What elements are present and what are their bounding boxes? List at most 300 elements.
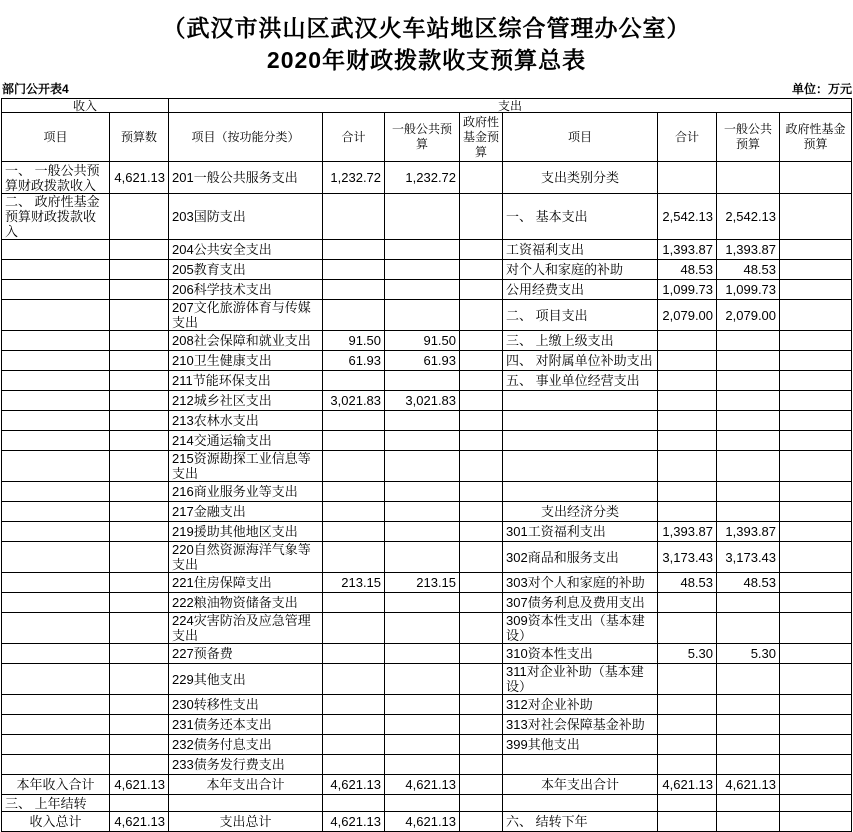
econ-general-budget-cell: 2,079.00 xyxy=(717,300,780,331)
econ-total-cell xyxy=(658,613,717,644)
income-budget-cell xyxy=(110,280,169,300)
func-govfund-cell xyxy=(460,812,503,832)
page-title xyxy=(0,0,853,76)
econ-item-cell xyxy=(503,755,658,775)
econ-general-budget-cell xyxy=(717,593,780,613)
econ-total-cell: 1,393.87 xyxy=(658,522,717,542)
income-budget-cell xyxy=(110,451,169,482)
econ-general-budget-cell xyxy=(717,411,780,431)
func-total-cell xyxy=(323,502,385,522)
func-total-cell xyxy=(323,280,385,300)
func-govfund-cell xyxy=(460,451,503,482)
func-govfund-cell xyxy=(460,391,503,411)
func-total-cell xyxy=(323,482,385,502)
table-row xyxy=(2,194,852,240)
func-total-cell xyxy=(323,755,385,775)
func-govfund-cell xyxy=(460,715,503,735)
func-general-budget-cell: 91.50 xyxy=(385,331,460,351)
econ-item-cell: 四、 对附属单位补助支出 xyxy=(503,351,658,371)
econ-item-cell: 303对个人和家庭的补助 xyxy=(503,573,658,593)
income-budget-cell xyxy=(110,371,169,391)
income-budget-cell xyxy=(110,613,169,644)
func-general-budget-cell xyxy=(385,431,460,451)
func-total-cell xyxy=(323,664,385,695)
econ-total-cell xyxy=(658,162,717,194)
table-row xyxy=(2,715,852,735)
econ-govfund-cell xyxy=(780,755,852,775)
econ-total-cell: 1,393.87 xyxy=(658,240,717,260)
table-row xyxy=(2,482,852,502)
econ-item-cell: 六、 结转下年 xyxy=(503,812,658,832)
econ-govfund-cell xyxy=(780,482,852,502)
income-item-cell xyxy=(2,482,110,502)
income-budget-cell xyxy=(110,502,169,522)
income-budget-cell xyxy=(110,194,169,240)
func-general-budget-cell: 61.93 xyxy=(385,351,460,371)
econ-govfund-cell xyxy=(780,695,852,715)
econ-general-budget-cell: 2,542.13 xyxy=(717,194,780,240)
econ-general-budget-cell xyxy=(717,664,780,695)
econ-govfund-cell xyxy=(780,795,852,812)
func-total-cell: 1,232.72 xyxy=(323,162,385,194)
func-general-budget-cell xyxy=(385,194,460,240)
func-govfund-cell xyxy=(460,194,503,240)
econ-item-cell: 本年支出合计 xyxy=(503,775,658,795)
func-general-budget-cell xyxy=(385,695,460,715)
income-item-cell xyxy=(2,300,110,331)
func-govfund-cell xyxy=(460,695,503,715)
econ-govfund-cell xyxy=(780,331,852,351)
econ-govfund-cell xyxy=(780,371,852,391)
func-total-cell: 61.93 xyxy=(323,351,385,371)
econ-item-cell xyxy=(503,482,658,502)
section-header-row xyxy=(2,99,852,113)
econ-govfund-cell xyxy=(780,260,852,280)
econ-total-cell: 48.53 xyxy=(658,260,717,280)
econ-total-cell: 4,621.13 xyxy=(658,775,717,795)
income-item-cell xyxy=(2,240,110,260)
table-row xyxy=(2,664,852,695)
table-row xyxy=(2,573,852,593)
func-item-cell: 203国防支出 xyxy=(169,194,323,240)
func-item-cell: 本年支出合计 xyxy=(169,775,323,795)
econ-general-budget-cell xyxy=(717,431,780,451)
col-header-func-govfund-budget: 政府性基金预算 xyxy=(460,113,503,162)
income-budget-cell xyxy=(110,260,169,280)
func-general-budget-cell xyxy=(385,795,460,812)
econ-item-cell xyxy=(503,431,658,451)
income-budget-cell xyxy=(110,695,169,715)
func-item-cell: 233债务发行费支出 xyxy=(169,755,323,775)
econ-govfund-cell xyxy=(780,664,852,695)
unit-label: 单位：万元 xyxy=(791,82,852,96)
econ-item-cell: 302商品和服务支出 xyxy=(503,542,658,573)
econ-general-budget-cell: 5.30 xyxy=(717,644,780,664)
econ-total-cell xyxy=(658,371,717,391)
col-header-econ-general-budget: 一般公共预算 xyxy=(717,113,780,162)
func-total-cell: 3,021.83 xyxy=(323,391,385,411)
func-govfund-cell xyxy=(460,260,503,280)
func-govfund-cell xyxy=(460,502,503,522)
econ-govfund-cell xyxy=(780,240,852,260)
func-total-cell xyxy=(323,411,385,431)
econ-total-cell xyxy=(658,735,717,755)
econ-general-budget-cell xyxy=(717,331,780,351)
func-total-cell xyxy=(323,695,385,715)
table-row xyxy=(2,371,852,391)
table-row xyxy=(2,593,852,613)
func-item-cell: 219援助其他地区支出 xyxy=(169,522,323,542)
func-total-cell xyxy=(323,613,385,644)
func-general-budget-cell xyxy=(385,411,460,431)
table-row xyxy=(2,280,852,300)
func-general-budget-cell xyxy=(385,755,460,775)
econ-item-cell: 工资福利支出 xyxy=(503,240,658,260)
income-item-cell xyxy=(2,280,110,300)
econ-general-budget-cell xyxy=(717,795,780,812)
func-item-cell: 212城乡社区支出 xyxy=(169,391,323,411)
func-item-cell: 231债务还本支出 xyxy=(169,715,323,735)
econ-item-cell: 一、 基本支出 xyxy=(503,194,658,240)
econ-total-cell xyxy=(658,755,717,775)
func-item-cell: 214交通运输支出 xyxy=(169,431,323,451)
func-govfund-cell xyxy=(460,542,503,573)
table-row xyxy=(2,411,852,431)
econ-total-cell: 2,079.00 xyxy=(658,300,717,331)
func-item-cell: 207文化旅游体育与传媒支出 xyxy=(169,300,323,331)
econ-general-budget-cell xyxy=(717,755,780,775)
table-row xyxy=(2,451,852,482)
func-govfund-cell xyxy=(460,482,503,502)
income-budget-cell: 4,621.13 xyxy=(110,812,169,832)
econ-govfund-cell xyxy=(780,451,852,482)
econ-general-budget-cell: 48.53 xyxy=(717,260,780,280)
func-general-budget-cell xyxy=(385,522,460,542)
income-section-header: 收入 xyxy=(2,99,169,113)
econ-item-cell: 支出经济分类 xyxy=(503,502,658,522)
econ-govfund-cell xyxy=(780,573,852,593)
func-total-cell xyxy=(323,260,385,280)
income-item-cell: 收入总计 xyxy=(2,812,110,832)
econ-total-cell: 3,173.43 xyxy=(658,542,717,573)
income-budget-cell xyxy=(110,715,169,735)
econ-govfund-cell xyxy=(780,522,852,542)
income-item-cell xyxy=(2,755,110,775)
func-total-cell xyxy=(323,593,385,613)
econ-total-cell xyxy=(658,351,717,371)
func-general-budget-cell: 4,621.13 xyxy=(385,812,460,832)
econ-govfund-cell xyxy=(780,411,852,431)
func-item-cell: 232债务付息支出 xyxy=(169,735,323,755)
income-item-cell xyxy=(2,431,110,451)
func-govfund-cell xyxy=(460,331,503,351)
econ-govfund-cell xyxy=(780,812,852,832)
econ-govfund-cell xyxy=(780,162,852,194)
expenditure-section-header: 支出 xyxy=(169,99,852,113)
func-govfund-cell xyxy=(460,240,503,260)
econ-general-budget-cell: 4,621.13 xyxy=(717,775,780,795)
func-total-cell xyxy=(323,300,385,331)
econ-item-cell: 三、 上缴上级支出 xyxy=(503,331,658,351)
econ-general-budget-cell: 1,099.73 xyxy=(717,280,780,300)
func-total-cell xyxy=(323,644,385,664)
func-item-cell xyxy=(169,795,323,812)
econ-general-budget-cell xyxy=(717,735,780,755)
func-govfund-cell xyxy=(460,162,503,194)
func-general-budget-cell: 213.15 xyxy=(385,573,460,593)
income-budget-cell xyxy=(110,482,169,502)
econ-govfund-cell xyxy=(780,502,852,522)
func-item-cell: 221住房保障支出 xyxy=(169,573,323,593)
budget-table-body xyxy=(2,162,852,832)
income-budget-cell xyxy=(110,411,169,431)
econ-total-cell xyxy=(658,593,717,613)
func-general-budget-cell: 4,621.13 xyxy=(385,775,460,795)
income-budget-cell xyxy=(110,522,169,542)
func-item-cell: 205教育支出 xyxy=(169,260,323,280)
income-budget-cell xyxy=(110,351,169,371)
income-item-cell xyxy=(2,735,110,755)
func-item-cell: 230转移性支出 xyxy=(169,695,323,715)
func-govfund-cell xyxy=(460,411,503,431)
econ-total-cell xyxy=(658,331,717,351)
income-item-cell xyxy=(2,331,110,351)
func-general-budget-cell xyxy=(385,240,460,260)
table-meta xyxy=(0,76,853,98)
func-general-budget-cell xyxy=(385,664,460,695)
econ-govfund-cell xyxy=(780,391,852,411)
econ-item-cell: 五、 事业单位经营支出 xyxy=(503,371,658,391)
page-title-line2: 2020年财政拨款收支预算总表 xyxy=(266,47,587,73)
econ-govfund-cell xyxy=(780,593,852,613)
econ-general-budget-cell: 1,393.87 xyxy=(717,522,780,542)
econ-govfund-cell xyxy=(780,644,852,664)
income-budget-cell xyxy=(110,735,169,755)
budget-table xyxy=(1,98,852,832)
econ-total-cell xyxy=(658,795,717,812)
econ-total-cell: 48.53 xyxy=(658,573,717,593)
econ-govfund-cell xyxy=(780,715,852,735)
func-general-budget-cell xyxy=(385,644,460,664)
econ-general-budget-cell xyxy=(717,451,780,482)
func-total-cell xyxy=(323,371,385,391)
table-row xyxy=(2,240,852,260)
econ-item-cell xyxy=(503,391,658,411)
econ-govfund-cell xyxy=(780,431,852,451)
econ-total-cell xyxy=(658,411,717,431)
income-item-cell xyxy=(2,715,110,735)
func-general-budget-cell xyxy=(385,593,460,613)
col-header-func-general-budget: 一般公共预算 xyxy=(385,113,460,162)
func-govfund-cell xyxy=(460,755,503,775)
table-row xyxy=(2,542,852,573)
func-item-cell: 215资源勘探工业信息等支出 xyxy=(169,451,323,482)
econ-govfund-cell xyxy=(780,735,852,755)
econ-govfund-cell xyxy=(780,351,852,371)
econ-item-cell: 支出类别分类 xyxy=(503,162,658,194)
func-item-cell: 201一般公共服务支出 xyxy=(169,162,323,194)
func-govfund-cell xyxy=(460,664,503,695)
page-title-line1: （武汉市洪山区武汉火车站地区综合管理办公室） xyxy=(162,15,691,41)
table-row xyxy=(2,735,852,755)
func-general-budget-cell xyxy=(385,260,460,280)
econ-general-budget-cell xyxy=(717,695,780,715)
econ-total-cell xyxy=(658,451,717,482)
income-budget-cell: 4,621.13 xyxy=(110,775,169,795)
income-budget-cell xyxy=(110,331,169,351)
func-item-cell: 208社会保障和就业支出 xyxy=(169,331,323,351)
econ-general-budget-cell xyxy=(717,613,780,644)
econ-govfund-cell xyxy=(780,542,852,573)
table-row xyxy=(2,431,852,451)
func-general-budget-cell xyxy=(385,280,460,300)
column-header-row xyxy=(2,113,852,162)
income-budget-cell xyxy=(110,391,169,411)
table-code-label: 部门公开表4 xyxy=(2,82,69,96)
income-item-cell xyxy=(2,542,110,573)
econ-item-cell: 311对企业补助（基本建设） xyxy=(503,664,658,695)
table-row xyxy=(2,331,852,351)
table-row xyxy=(2,812,852,832)
income-budget-cell xyxy=(110,573,169,593)
func-item-cell: 217金融支出 xyxy=(169,502,323,522)
func-item-cell: 213农林水支出 xyxy=(169,411,323,431)
income-item-cell xyxy=(2,502,110,522)
econ-general-budget-cell xyxy=(717,371,780,391)
func-govfund-cell xyxy=(460,775,503,795)
func-govfund-cell xyxy=(460,644,503,664)
func-item-cell: 216商业服务业等支出 xyxy=(169,482,323,502)
func-total-cell: 4,621.13 xyxy=(323,812,385,832)
func-total-cell: 91.50 xyxy=(323,331,385,351)
func-govfund-cell xyxy=(460,280,503,300)
col-header-econ-govfund-budget: 政府性基金预算 xyxy=(780,113,852,162)
func-govfund-cell xyxy=(460,371,503,391)
income-item-cell xyxy=(2,522,110,542)
econ-govfund-cell xyxy=(780,300,852,331)
table-row xyxy=(2,162,852,194)
table-row xyxy=(2,755,852,775)
income-budget-cell xyxy=(110,755,169,775)
econ-total-cell xyxy=(658,715,717,735)
table-row xyxy=(2,522,852,542)
income-item-cell xyxy=(2,613,110,644)
col-header-econ-total: 合计 xyxy=(658,113,717,162)
econ-item-cell: 313对社会保障基金补助 xyxy=(503,715,658,735)
econ-total-cell xyxy=(658,482,717,502)
econ-item-cell: 309资本性支出（基本建设） xyxy=(503,613,658,644)
func-item-cell: 支出总计 xyxy=(169,812,323,832)
income-item-cell xyxy=(2,260,110,280)
income-budget-cell xyxy=(110,542,169,573)
func-total-cell xyxy=(323,795,385,812)
func-govfund-cell xyxy=(460,613,503,644)
econ-govfund-cell xyxy=(780,194,852,240)
econ-total-cell xyxy=(658,431,717,451)
income-budget-cell: 4,621.13 xyxy=(110,162,169,194)
econ-total-cell xyxy=(658,695,717,715)
table-row xyxy=(2,695,852,715)
col-header-income-budget: 预算数 xyxy=(110,113,169,162)
income-item-cell xyxy=(2,411,110,431)
econ-govfund-cell xyxy=(780,280,852,300)
econ-item-cell: 301工资福利支出 xyxy=(503,522,658,542)
econ-item-cell: 307债务利息及费用支出 xyxy=(503,593,658,613)
income-budget-cell xyxy=(110,644,169,664)
econ-total-cell xyxy=(658,391,717,411)
econ-item-cell xyxy=(503,451,658,482)
econ-general-budget-cell xyxy=(717,715,780,735)
func-total-cell: 4,621.13 xyxy=(323,775,385,795)
func-item-cell: 220自然资源海洋气象等支出 xyxy=(169,542,323,573)
econ-total-cell: 1,099.73 xyxy=(658,280,717,300)
func-general-budget-cell xyxy=(385,502,460,522)
func-govfund-cell xyxy=(460,522,503,542)
func-total-cell xyxy=(323,431,385,451)
table-row xyxy=(2,644,852,664)
econ-item-cell: 310资本性支出 xyxy=(503,644,658,664)
func-item-cell: 227预备费 xyxy=(169,644,323,664)
table-row xyxy=(2,260,852,280)
func-general-budget-cell xyxy=(385,300,460,331)
econ-govfund-cell xyxy=(780,775,852,795)
income-item-cell xyxy=(2,351,110,371)
econ-general-budget-cell xyxy=(717,502,780,522)
income-item-cell xyxy=(2,593,110,613)
func-item-cell: 210卫生健康支出 xyxy=(169,351,323,371)
func-total-cell: 213.15 xyxy=(323,573,385,593)
income-item-cell xyxy=(2,644,110,664)
col-header-func-item: 项目（按功能分类） xyxy=(169,113,323,162)
econ-total-cell: 5.30 xyxy=(658,644,717,664)
func-govfund-cell xyxy=(460,795,503,812)
econ-general-budget-cell xyxy=(717,162,780,194)
col-header-income-item: 项目 xyxy=(2,113,110,162)
table-row xyxy=(2,300,852,331)
income-item-cell xyxy=(2,451,110,482)
func-total-cell xyxy=(323,451,385,482)
table-row xyxy=(2,502,852,522)
income-item-cell xyxy=(2,664,110,695)
func-govfund-cell xyxy=(460,431,503,451)
func-general-budget-cell xyxy=(385,542,460,573)
table-row xyxy=(2,391,852,411)
econ-total-cell xyxy=(658,502,717,522)
econ-item-cell xyxy=(503,411,658,431)
econ-item-cell: 399其他支出 xyxy=(503,735,658,755)
func-item-cell: 211节能环保支出 xyxy=(169,371,323,391)
func-govfund-cell xyxy=(460,300,503,331)
econ-item-cell: 对个人和家庭的补助 xyxy=(503,260,658,280)
func-item-cell: 204公共安全支出 xyxy=(169,240,323,260)
econ-general-budget-cell xyxy=(717,812,780,832)
func-general-budget-cell xyxy=(385,735,460,755)
econ-item-cell xyxy=(503,795,658,812)
table-row xyxy=(2,613,852,644)
econ-item-cell: 公用经费支出 xyxy=(503,280,658,300)
econ-govfund-cell xyxy=(780,613,852,644)
income-item-cell xyxy=(2,573,110,593)
econ-general-budget-cell xyxy=(717,351,780,371)
col-header-func-total: 合计 xyxy=(323,113,385,162)
func-govfund-cell xyxy=(460,593,503,613)
income-item-cell: 本年收入合计 xyxy=(2,775,110,795)
func-general-budget-cell xyxy=(385,371,460,391)
func-item-cell: 229其他支出 xyxy=(169,664,323,695)
func-general-budget-cell xyxy=(385,715,460,735)
econ-general-budget-cell xyxy=(717,482,780,502)
income-budget-cell xyxy=(110,593,169,613)
